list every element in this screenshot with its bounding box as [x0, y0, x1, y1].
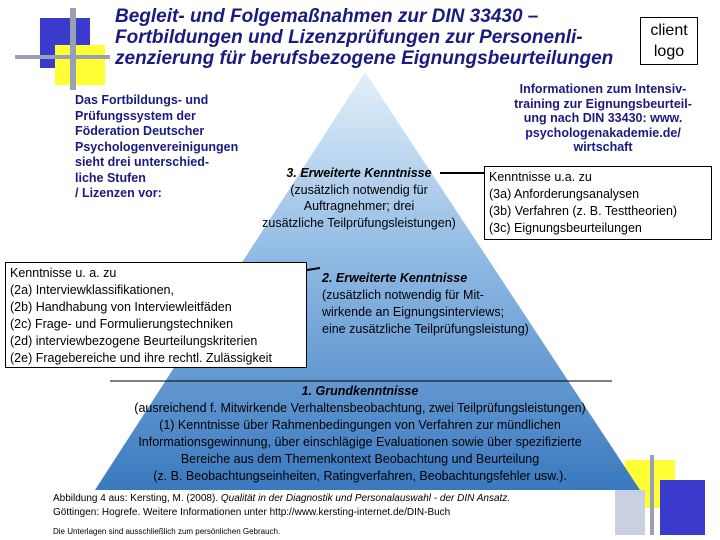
intro-text: Das Fortbildungs- und Prüfungssystem der Föderation Deutscher Psychologenvereinigungen sieht drei unterschied- liche Stufen / Lizenzen vor: — [75, 93, 239, 200]
level3-label: 3. Erweiterte Kenntnisse (zusätzlich notwendig für Auftragnehmer; drei zusätzliche Teilprüfungsleistungen) — [248, 165, 470, 231]
level2-details-box: Kenntnisse u. a. zu (2a) Interviewklassifikationen, (2b) Handhabung von Interviewleitfäden (2c) Frage- und Formulierungstechniken (2d) interviewbezogene Beurteilungskriterien (2e) Fragebereiche und ihre rechtl. Zulässigkeit — [5, 262, 307, 368]
deco-line-gray — [70, 8, 76, 90]
deco-line-gray-h — [15, 55, 110, 59]
page-title: Begleit- und Folgemaßnahmen zur DIN 33430 – Fortbildungen und Lizenzprüfungen zur Personenli- zenzierung für berufsbezogene Eignungsbeurteilungen — [115, 6, 614, 69]
deco-square-blue-br — [660, 480, 705, 535]
deco-square-yellow — [55, 45, 105, 85]
footer-note: Die Unterlagen sind ausschließlich zum persönlichen Gebrauch. — [53, 527, 281, 536]
level1-label: 1. Grundkenntnisse (ausreichend f. Mitwirkende Verhaltensbeobachtung, zwei Teilprüfungsleistungen) (1) Kenntnisse über Rahmenbedingungen von Verfahren zur mündlichen Informationsgewinnung, über einschlägige Evaluationen sowie über spezifizierte Bereiche aus dem Themenkontext Beobachtung und Beurteilung (z. B. Beobachtungseinheiten, Ratingverfahren, Beobachtungsfehler usw.). — [95, 383, 625, 485]
level3-details-box: Kenntnisse u.a. zu (3a) Anforderungsanalysen (3b) Verfahren (z. B. Testtheorien) (3c) Eignungsbeurteilungen — [484, 166, 712, 240]
level3-title: 3. Erweiterte Kenntnisse — [286, 166, 432, 180]
client-logo-placeholder: client logo — [640, 17, 698, 65]
info-text: Informationen zum Intensiv- training zur Eignungsbeurteil- ung nach DIN 33430: www. psychologenakademie.de/ wirtschaft — [514, 82, 692, 154]
level2-title: 2. Erweiterte Kenntnisse — [322, 271, 468, 285]
level1-title: 1. Grundkenntnisse — [301, 384, 419, 398]
level2-label: 2. Erweiterte Kenntnisse (zusätzlich notwendig für Mit- wirkende an Eignungsinterviews; eine zusätzliche Teilprüfungsleistung) — [322, 270, 562, 338]
deco-line-gray-br — [650, 455, 654, 535]
figure-citation: Abbildung 4 aus: Kersting, M. (2008). Qualität in der Diagnostik und Personalauswahl - der DIN Ansatz. Göttingen: Hogrefe. Weitere Informationen unter http://www.kersting-internet.de/DIN-Buch — [53, 493, 511, 518]
